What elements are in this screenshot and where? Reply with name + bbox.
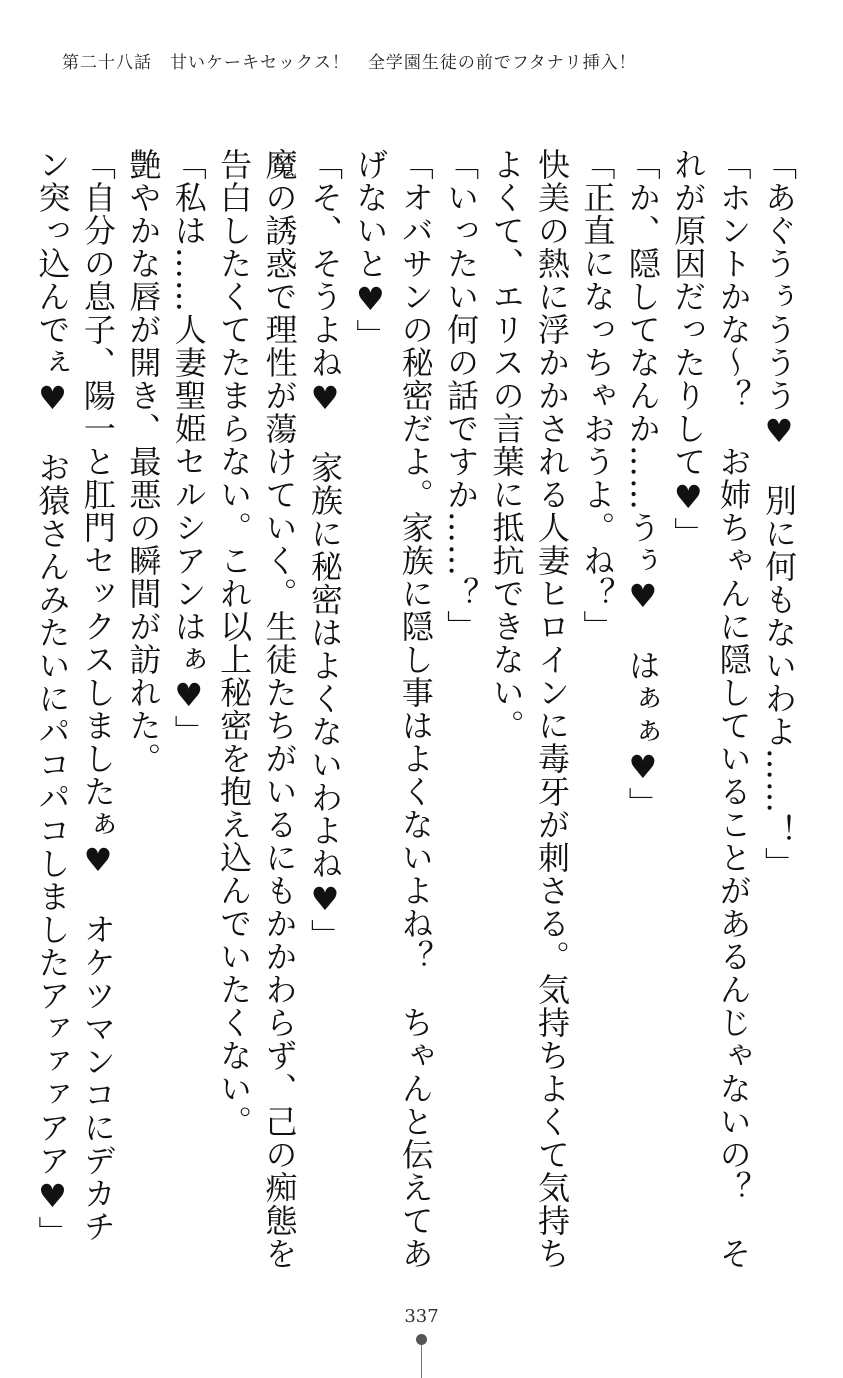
page-number: 337	[404, 1306, 439, 1327]
paragraph: 「か、隠してなんか……うぅ♥ はぁぁ♥」	[623, 148, 662, 820]
paragraph: 「そ、そうよね♥ 家族に秘密はよくないわよね♥」	[305, 148, 344, 952]
vertical-body-text	[33, 148, 801, 1273]
paragraph: 「オバサンの秘密だよ。家族に隠し事はよくないよね？ ちゃんと伝えてあげないと♥」	[351, 148, 435, 1270]
paragraph: 「あぐうぅううう♥ 別に何もないわよ……！」	[760, 148, 798, 880]
paragraph: 「自分の息子、陽一と肛門セックスしましたぁ♥ オケツマンコにデカチン突っ込んでぇ♥ お猿さんみたいにパコパコしましたアァァァアア♥」	[33, 148, 117, 1249]
paragraph: 快美の熱に浮かかされる人妻ヒロインに毒牙が刺さる。気持ちよくて気持ちよくて、エリスの言葉に抵抗できない。	[487, 148, 571, 1270]
paragraph: 「私は……人妻聖姫セルシアンはぁ♥」	[169, 148, 208, 748]
paragraph: 魔の誘惑で理性が蕩けていく。生徒たちがいるにもかかわらず、己の痴態を告白したくてたまらない。これ以上秘密を抱え込んでいたくない。	[215, 148, 299, 1270]
paragraph: 「いったい何の話ですか……？」	[442, 148, 481, 643]
paragraph: 「正直になっちゃおうよ。ね？」	[578, 148, 617, 643]
paragraph: 「ホントかな～？ お姉ちゃんに隠していることがあるんじゃないの？ それが原因だったりして♥」	[669, 148, 753, 1270]
folio-line-ornament	[421, 1345, 422, 1378]
paragraph: 艶やかな唇が開き、最悪の瞬間が訪れた。	[124, 148, 163, 775]
running-head-title: 第二十八話 甘いケーキセックス！ 全学園生徒の前でフタナリ挿入！	[62, 53, 637, 73]
folio-dot-ornament	[416, 1334, 427, 1345]
